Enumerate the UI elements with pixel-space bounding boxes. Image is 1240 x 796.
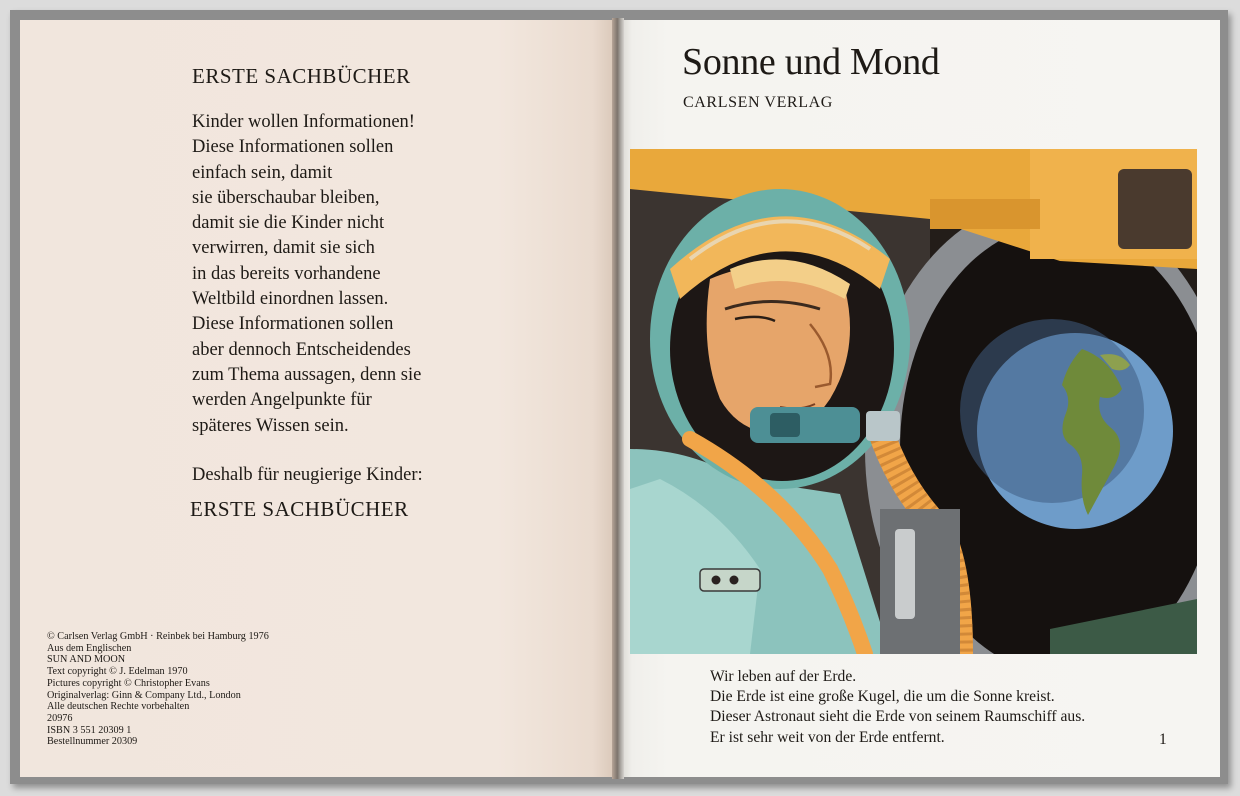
caption-line: Wir leben auf der Erde. — [710, 668, 857, 685]
caption-line: Dieser Astronaut sieht die Erde von seinem Raumschiff aus. — [710, 708, 1086, 726]
imprint-line: Pictures copyright © Christopher Evans — [47, 677, 210, 689]
imprint-line: Text copyright © J. Edelman 1970 — [47, 666, 188, 678]
closing-line: Deshalb für neugierige Kinder: — [192, 465, 423, 485]
caption-text — [710, 667, 1085, 748]
publisher-name: CARLSEN VERLAG — [683, 94, 833, 111]
astronaut-illustration-art — [630, 149, 1197, 654]
imprint-line: Bestellnummer 20309 — [47, 736, 138, 748]
imprint-line: Originalverlag: Ginn & Company Ltd., London — [47, 689, 241, 701]
page-number: 1 — [1159, 731, 1167, 748]
imprint-line: 20976 — [47, 712, 73, 724]
astronaut-illustration — [630, 149, 1197, 654]
book-title: Sonne und Mond — [682, 41, 940, 83]
intro-line: Kinder wollen Informationen! — [192, 112, 415, 132]
imprint-line: © Carlsen Verlag GmbH · Reinbek bei Hamburg 1976 — [47, 631, 269, 642]
intro-line: einfach sein, damit — [192, 162, 333, 183]
intro-line: zum Thema aussagen, denn sie — [192, 364, 422, 385]
series-heading: ERSTE SACHBÜCHER — [192, 64, 411, 88]
imprint-block — [47, 631, 269, 748]
imprint-line: Aus dem Englischen — [47, 642, 132, 654]
series-heading-repeat: ERSTE SACHBÜCHER — [190, 497, 409, 521]
imprint-line: SUN AND MOON — [47, 654, 126, 666]
intro-line: in das bereits vorhandene — [192, 263, 381, 284]
imprint-line: ISBN 3 551 20309 1 — [47, 724, 132, 736]
intro-paragraph — [192, 110, 421, 439]
intro-line: sie überschaubar bleiben, — [192, 187, 380, 208]
caption-line: Er ist sehr weit von der Erde entfernt. — [710, 728, 945, 746]
intro-line: werden Angelpunkte für — [192, 390, 372, 411]
caption-line: Die Erde ist eine große Kugel, die um die Sonne kreist. — [710, 688, 1055, 706]
intro-line: damit sie die Kinder nicht — [192, 213, 385, 234]
intro-line: verwirren, damit sie sich — [192, 238, 375, 259]
intro-line: aber dennoch Entscheidendes — [192, 339, 411, 360]
book-gutter — [612, 18, 624, 779]
intro-line: Diese Informationen sollen — [192, 314, 394, 335]
imprint-line: Alle deutschen Rechte vorbehalten — [47, 701, 190, 713]
intro-line: späteres Wissen sein. — [192, 415, 349, 436]
intro-line: Weltbild einordnen lassen. — [192, 289, 389, 310]
intro-line: Diese Informationen sollen — [192, 137, 394, 158]
